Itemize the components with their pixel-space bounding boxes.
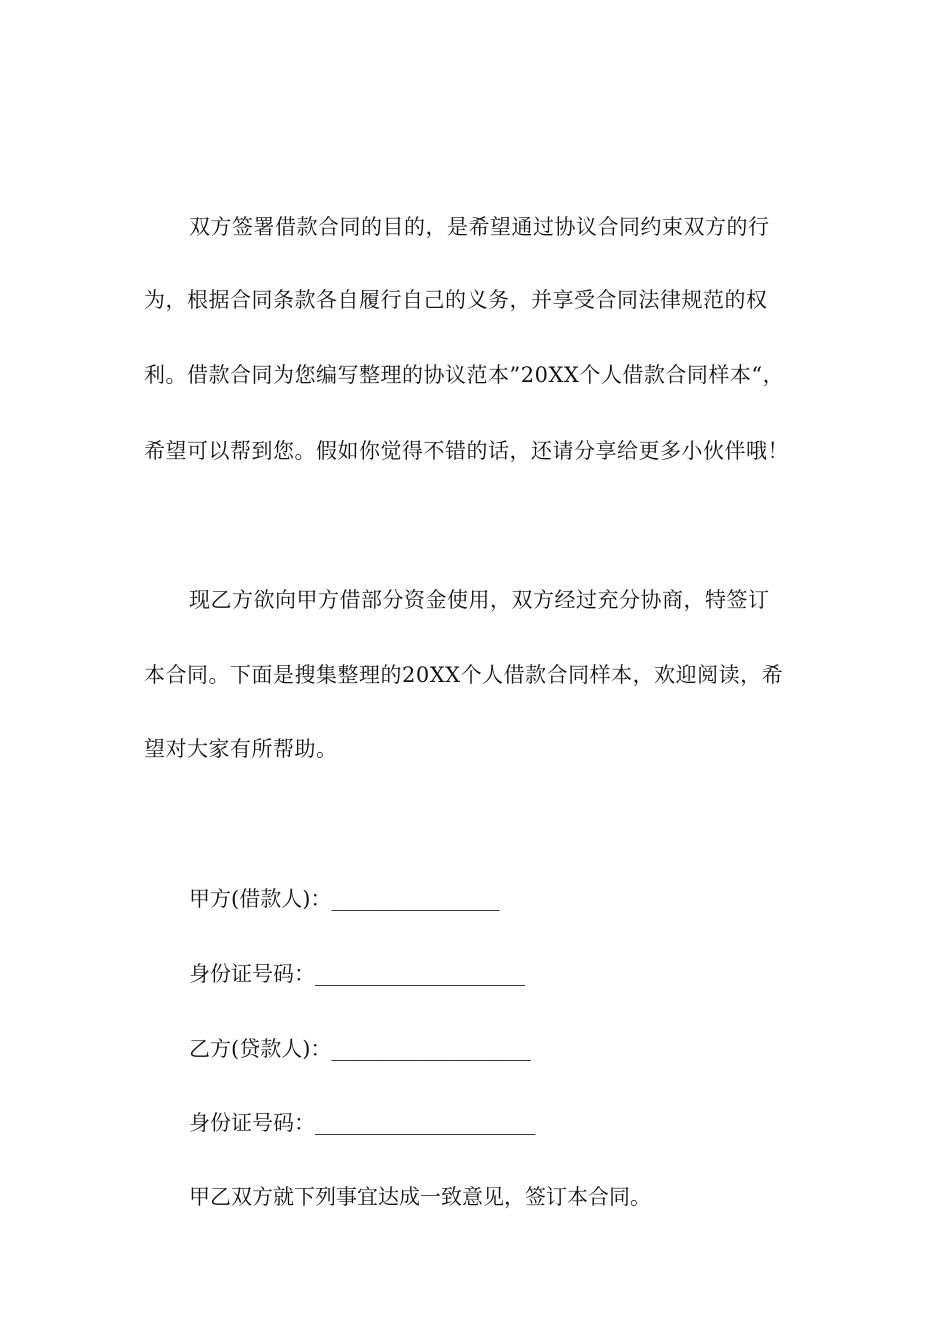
preface-line-1: 现乙方欲向甲方借部分资金使用，双方经过充分协商，特签订	[189, 588, 770, 612]
borrower-label: 乙方(贷款人)：	[189, 1037, 332, 1061]
lender-id-blank: ____________________	[315, 962, 525, 986]
intro-line-4: 希望可以帮到您。假如你觉得不错的话，还请分享给更多小伙伴哦！	[144, 439, 789, 463]
lender-label: 甲方(借款人)：	[189, 887, 332, 911]
lender-field	[189, 884, 499, 914]
lender-id-field	[189, 959, 525, 989]
borrower-id-field	[189, 1108, 536, 1138]
preface-line-3: 望对大家有所帮助。	[144, 737, 338, 761]
agreement-statement: 甲乙双方就下列事宜达成一致意见，签订本合同。	[189, 1185, 651, 1209]
borrower-field	[189, 1034, 531, 1064]
borrower-id-blank: _____________________	[315, 1111, 536, 1135]
intro-line-2: 为，根据合同条款各自履行自己的义务，并享受合同法律规范的权	[144, 288, 768, 312]
borrower-id-label: 身份证号码：	[189, 1111, 315, 1135]
lender-blank: ________________	[331, 887, 500, 911]
lender-id-label: 身份证号码：	[189, 962, 315, 986]
preface-line-2: 本合同。下面是搜集整理的20XX个人借款合同样本，欢迎阅读，希	[144, 663, 784, 687]
intro-line-1: 双方签署借款合同的目的，是希望通过协议合同约束双方的行	[189, 215, 770, 239]
intro-line-3: 利。借款合同为您编写整理的协议范本”20XX个人借款合同样本“，	[144, 363, 785, 387]
borrower-blank: ___________________	[331, 1037, 531, 1061]
